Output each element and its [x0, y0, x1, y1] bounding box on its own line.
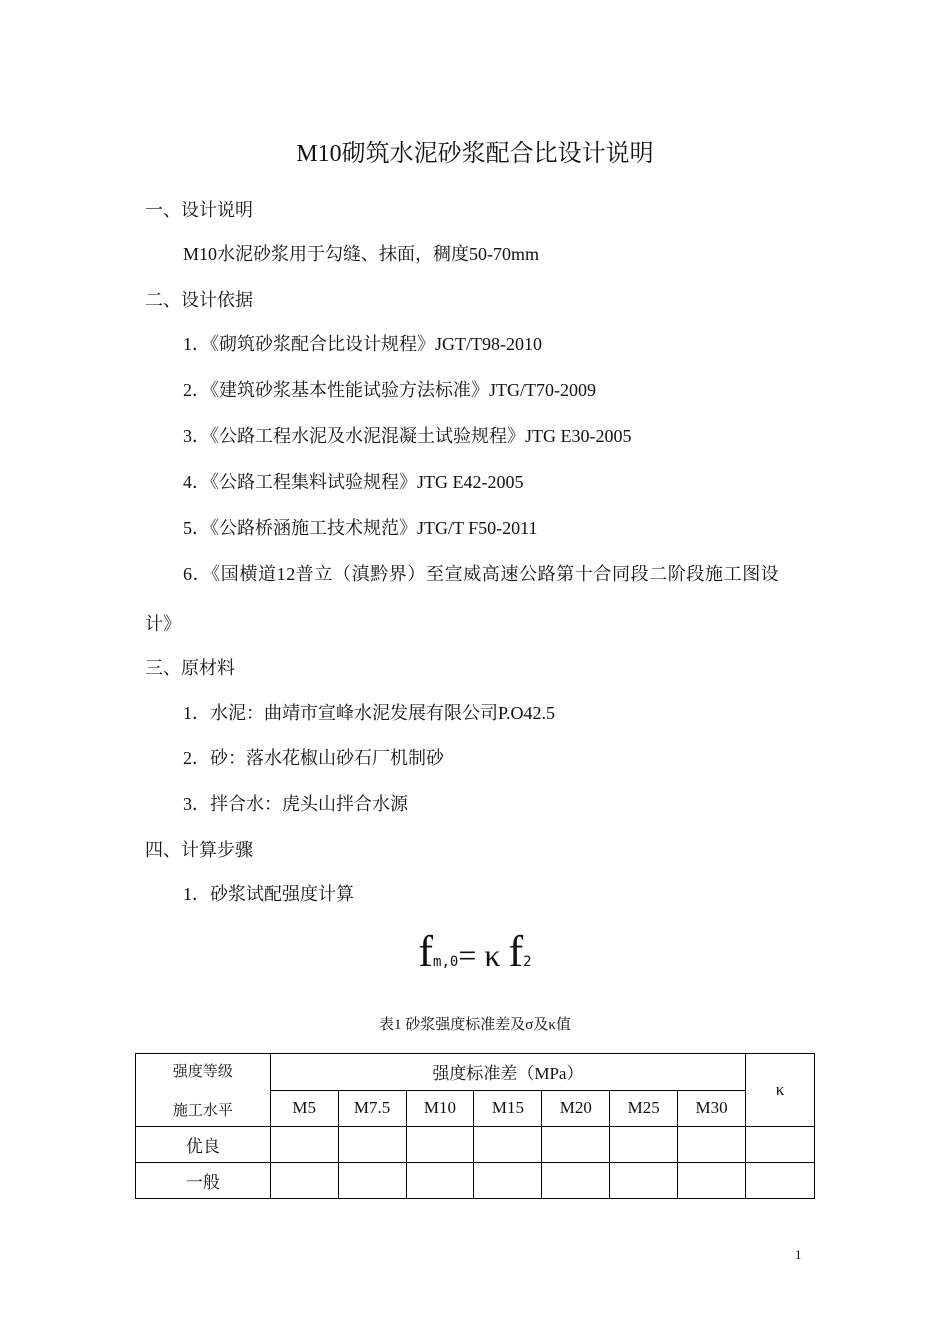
group-header: 强度标准差（MPa） [270, 1054, 745, 1091]
table-cell [610, 1127, 678, 1163]
basis-item: 1．《砌筑砂浆配合比设计规程》JGT/T98-2010 [183, 334, 542, 354]
table-cell [406, 1163, 474, 1199]
strength-formula [0, 926, 950, 977]
table-row [136, 1127, 815, 1163]
grade-header: M5 [270, 1090, 338, 1127]
kappa-header: κ [746, 1054, 815, 1127]
table-cell [338, 1163, 406, 1199]
grade-header: M7.5 [338, 1090, 406, 1127]
section-heading-raw-materials: 三、原材料 [145, 658, 235, 678]
formula-subscript: m,0 [433, 954, 459, 970]
table-cell [474, 1163, 542, 1199]
section-heading-calculation-steps: 四、计算步骤 [145, 840, 253, 860]
grade-header: M15 [474, 1090, 542, 1127]
table-cell [270, 1163, 338, 1199]
table-cell [270, 1127, 338, 1163]
basis-item: 6．《国横道12普立（滇黔界）至宣威高速公路第十合同段二阶段施工图设 [183, 564, 780, 584]
section-heading-design-basis: 二、设计依据 [145, 290, 253, 310]
table-cell [542, 1163, 610, 1199]
grade-header: M30 [678, 1090, 746, 1127]
table-cell [746, 1163, 815, 1199]
table-cell [746, 1127, 815, 1163]
table-cell [406, 1127, 474, 1163]
page-title: M10砌筑水泥砂浆配合比设计说明 [296, 141, 654, 167]
table-cell [474, 1127, 542, 1163]
calc-step-item: 1．砂浆试配强度计算 [183, 884, 354, 904]
formula-operator: = κ [458, 937, 509, 973]
table-cell [338, 1127, 406, 1163]
basis-item: 3．《公路工程水泥及水泥混凝土试验规程》JTG E30-2005 [183, 426, 632, 446]
std-deviation-table [135, 1053, 815, 1199]
design-notes-text: M10水泥砂浆用于勾缝、抹面，稠度50-70mm [183, 244, 539, 264]
table-cell [542, 1127, 610, 1163]
table-cell [610, 1163, 678, 1199]
grade-header: M10 [406, 1090, 474, 1127]
table-caption: 表1 砂浆强度标准差及σ及κ值 [379, 1017, 571, 1033]
basis-item: 4．《公路工程集料试验规程》JTG E42-2005 [183, 472, 524, 492]
table-row [136, 1163, 815, 1199]
formula-subscript: 2 [523, 954, 532, 970]
corner-label-level: 施工水平 [172, 1103, 233, 1119]
material-item: 3．拌合水：虎头山拌合水源 [183, 794, 408, 814]
grade-header: M25 [610, 1090, 678, 1127]
basis-item-continued: 计》 [145, 614, 181, 634]
table-corner-cell [136, 1054, 271, 1127]
row-label: 一般 [136, 1163, 271, 1199]
basis-item: 5．《公路桥涵施工技术规范》JTG/T F50-2011 [183, 518, 538, 538]
formula-symbol: f [418, 927, 434, 976]
basis-item: 2．《建筑砂浆基本性能试验方法标准》JTG/T70-2009 [183, 380, 596, 400]
row-label: 优良 [136, 1127, 271, 1163]
grade-header: M20 [542, 1090, 610, 1127]
page-number: 1 [795, 1247, 802, 1262]
formula-symbol: f [508, 927, 524, 976]
table-cell [678, 1127, 746, 1163]
corner-label-grade: 强度等级 [172, 1064, 233, 1080]
material-item: 1．水泥：曲靖市宣峰水泥发展有限公司P.O42.5 [183, 703, 556, 723]
table-cell [678, 1163, 746, 1199]
section-heading-design-notes: 一、设计说明 [145, 200, 253, 220]
material-item: 2．砂：落水花椒山砂石厂机制砂 [183, 748, 444, 768]
